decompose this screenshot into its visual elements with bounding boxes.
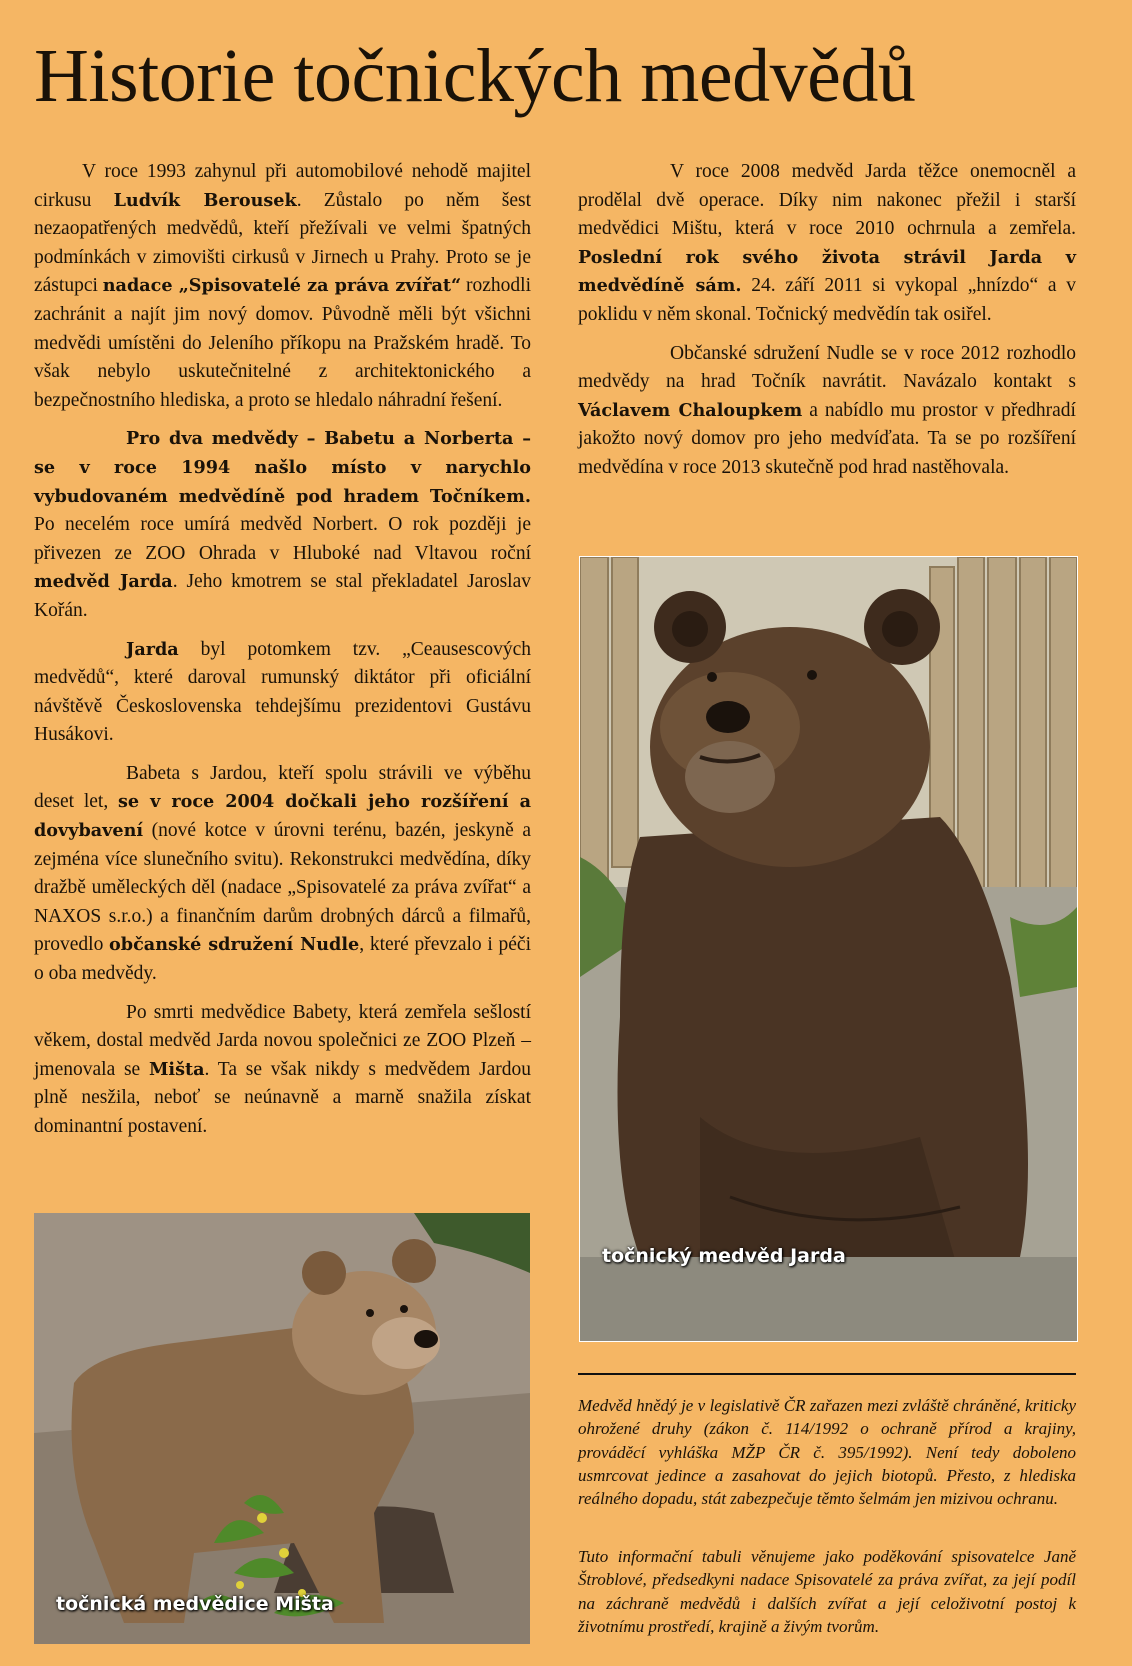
notes-divider [578,1373,1076,1375]
bear-jarda-photo [579,556,1078,1342]
paragraph-4: Babeta s Jardou, kteří spolu strávili ve výběhu deset let, se v roce 2004 dočkali jeho rozšíření a dovybavení (nové kotce v úrovni terénu, bazén, jeskyně a zejména více slunečního svitu). Rekonstrukci medvědína, díky dražbě uměleckých děl (nadace „Spisovatelé za práva zvířat“ a NAXOS s.r.o.) a finančním darům drobných dárců a filmařů, provedlo občanské sdružení Nudle, které převzalo i péči o oba medvědy. [34,762,531,985]
jarda-caption: točnický medvěd Jarda [602,1245,846,1267]
paragraph-2: Pro dva medvědy – Babetu a Norberta – se v roce 1994 našlo místo v narychlo vybudovaném medvědíně pod hradem Točníkem. Po necelém roce umírá medvěd Norbert. O rok později je přivezen ze ZOO Ohrada v Hluboké nad Vltavou roční medvěd Jarda. Jeho kmotrem se stal překladatel Jaroslav Kořán. [34,428,531,621]
paragraph-1: V roce 1993 zahynul při automobilové nehodě majitel cirkusu Ludvík Berousek. Zůstalo po něm šest nezaopatřených medvědů, kteří přežívali ve velmi špatných podmínkách v zimovišti cirkusů v Jirnech u Prahy. Proto se je zástupci nadace „Spisovatelé za práva zvířat“ rozhodli zachránit a najít jim nový domov. Původně měli být všichni medvědi umístěni do Jeleního příkopu na Pražském hradě. To však nebylo uskutečnitelné z architektonického a bezpečnostního hlediska, a proto se hledalo náhradní řešení. [34,161,531,411]
mista-caption: točnická medvědice Mišta [56,1593,334,1615]
legislation-note: Medvěd hnědý je v legislativě ČR zařazen mezi zvláště chráněné, kriticky ohrožené druhy (zákon č. 114/1992 o ochraně přírod a krajiny, prováděcí vyhláška MŽP ČR č. 395/1992). Není tedy doboleno usmrcovat jedince a zasahovat do jejich biotopů. Přesto, z hlediska reálného dopadu, stát zabezpečuje těmto šelmám jen mizivou ochranu. [578,1396,1076,1509]
paragraph-6: V roce 2008 medvěd Jarda těžce onemocněl a prodělal dvě operace. Díky nim nakonec přežil i starší medvědici Mištu, která v roce 2010 ochrnula a zemřela. Poslední rok svého života strávil Jarda v medvědíně sám. 24. září 2011 si vykopal „hnízdo“ a v poklidu v něm skonal. Točnický medvědín tak osiřel. [578,161,1076,325]
paragraph-3: Jarda byl potomkem tzv. „Ceausescových medvědů“, které daroval rumunský diktátor při oficiální návštěvě Československa tehdejšímu prezidentovi Gustávu Husákovi. [34,638,531,746]
paragraph-7: Občanské sdružení Nudle se v roce 2012 rozhodlo medvědy na hrad Točník navrátit. Navázalo kontakt s Václavem Chaloupkem a nabídlo mu prostor v předhradí jakožto nový domov pro jeho medvíďata. Ta se po rozšíření medvědína v roce 2013 skutečně pod hrad nastěhovala. [578,342,1076,478]
right-column [578,158,1076,493]
paragraph-5: Po smrti medvědice Babety, která zemřela sešlostí věkem, dostal medvěd Jarda novou společnici ze ZOO Plzeň – jmenovala se Mišta. Ta se však nikdy s medvědem Jardou plně nesžila, neboť se neúnavně a marně snažila získat dominantní postavení. [34,1001,531,1137]
left-column [34,158,531,1152]
dedication-note: Tuto informační tabuli věnujeme jako poděkování spisovatelce Janě Štroblové, předsedkyni nadace Spisovatelé za práva zvířat, za její podíl na záchraně medvědů i dalších zvířat a její celoživotní postoj k životnímu prostředí, krajině a živým tvorům. [578,1547,1076,1636]
page-title: Historie točnických medvědů [34,34,916,118]
bear-mista-photo [34,1213,530,1644]
